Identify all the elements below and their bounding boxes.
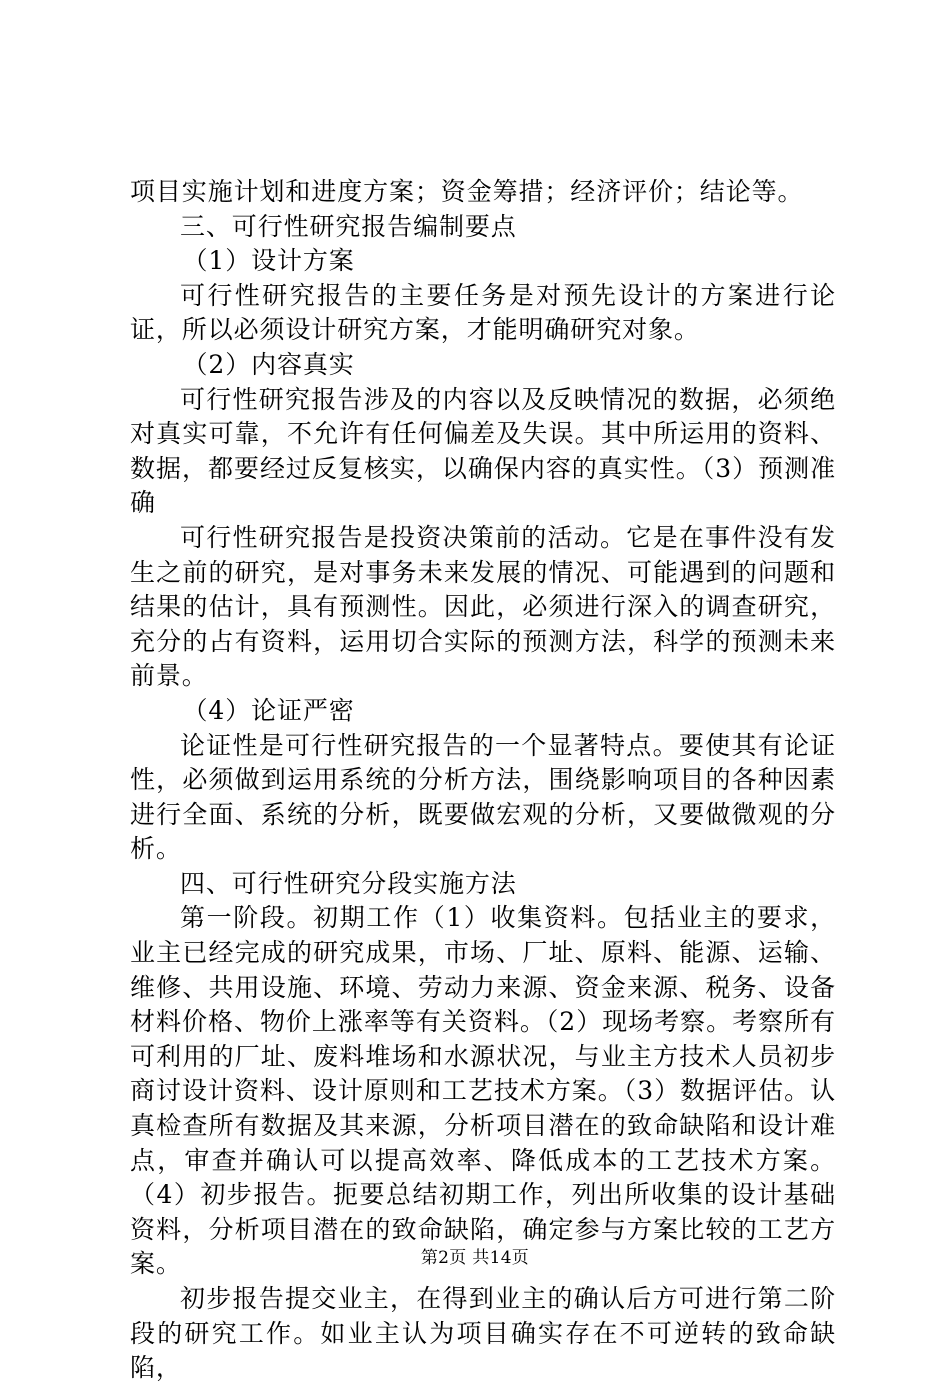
- page-number: 第2页 共14页: [420, 1248, 530, 1268]
- paragraph-preliminary-report: 初步报告提交业主，在得到业主的确认后方可进行第二阶段的研究工作。如业主认为项目确实存在不可逆转的致命缺陷，: [130, 1284, 836, 1383]
- page-footer: [0, 1243, 950, 1268]
- document-body: [130, 175, 836, 1386]
- paragraph-continuation: 项目实施计划和进度方案；资金筹措；经济评价；结论等。: [130, 177, 804, 206]
- paragraph-design-plan: 可行性研究报告的主要任务是对预先设计的方案进行论证，所以必须设计研究方案，才能明确研究对象。: [130, 280, 836, 345]
- subheading-design-plan: （1）设计方案: [182, 246, 355, 276]
- paragraph-phase-one: 第一阶段。初期工作（1）收集资料。包括业主的要求，业主已经完成的研究成果，市场、厂址、原料、能源、运输、维修、共用设施、环境、劳动力来源、资金来源、税务、设备材料价格、物价上涨率等有关资料。（2）现场考察。考察所有可利用的厂址、废料堆场和水源状况，与业主方技术人员初步商讨设计资料、设计原则和工艺技术方案。（3）数据评估。认真检查所有数据及其来源，分析项目潜在的致命缺陷和设计难点，审查并确认可以提高效率、降低成本的工艺技术方案。（4）初步报告。扼要总结初期工作，列出所收集的设计基础资料，分析项目潜在的致命缺陷，确定参与方案比较的工艺方案。: [130, 903, 836, 1279]
- subheading-rigor: （4）论证严密: [182, 695, 355, 725]
- paragraph-prediction: 可行性研究报告是投资决策前的活动。它是在事件没有发生之前的研究，是对事务未来发展的情况、可能遇到的问题和结果的估计，具有预测性。因此，必须进行深入的调查研究，充分的占有资料，运用切合实际的预测方法，科学的预测未来前景。: [130, 522, 836, 691]
- paragraph-content-truth: 可行性研究报告涉及的内容以及反映情况的数据，必须绝对真实可靠，不允许有任何偏差及失误。其中所运用的资料、数据，都要经过反复核实，以确保内容的真实性。（3）预测准确: [130, 384, 836, 518]
- subheading-content-truth: （2）内容真实: [182, 349, 355, 379]
- section-heading-3: 三、可行性研究报告编制要点: [180, 211, 517, 241]
- section-heading-4: 四、可行性研究分段实施方法: [180, 868, 517, 898]
- paragraph-rigor: 论证性是可行性研究报告的一个显著特点。要使其有论证性，必须做到运用系统的分析方法，围绕影响项目的各种因素进行全面、系统的分析，既要做宏观的分析，又要做微观的分析。: [130, 730, 836, 864]
